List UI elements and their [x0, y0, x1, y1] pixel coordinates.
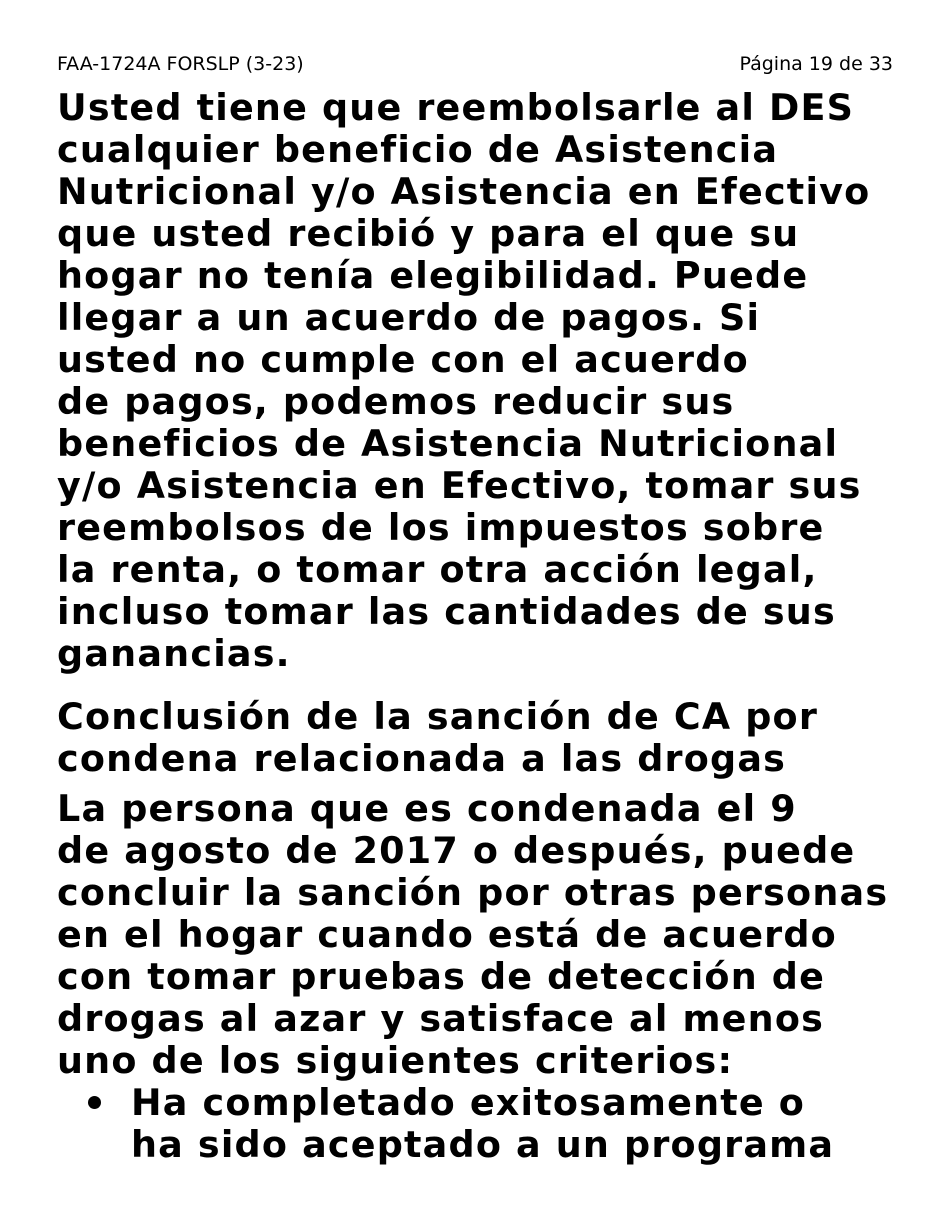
heading-line: Conclusión de la sanción de CA por — [57, 695, 819, 738]
paragraph-line: llegar a un acuerdo de pagos. Si — [57, 296, 761, 339]
paragraph-line: de pagos, podemos reducir sus — [57, 380, 735, 423]
paragraph-line: cualquier beneficio de Asistencia — [57, 128, 779, 171]
paragraph-line: ganancias. — [57, 632, 291, 675]
paragraph-line: concluir la sanción por otras personas — [57, 871, 889, 914]
heading-line: condena relacionada a las drogas — [57, 737, 787, 780]
list-item-line: ha sido aceptado a un programa — [131, 1123, 835, 1166]
paragraph-line: con tomar pruebas de detección de — [57, 955, 826, 998]
paragraph-line: uno de los siguientes criterios: — [57, 1039, 734, 1082]
paragraph-line: de agosto de 2017 o después, puede — [57, 829, 856, 872]
paragraph-line: drogas al azar y satisface al menos — [57, 997, 825, 1040]
paragraph-line: que usted recibió y para el que su — [57, 212, 800, 255]
form-id: FAA-1724A FORSLP (3-23) — [57, 53, 304, 75]
paragraph-line: y/o Asistencia en Efectivo, tomar sus — [57, 464, 862, 507]
paragraph-line: en el hogar cuando está de acuerdo — [57, 913, 837, 956]
list-item-line: Ha completado exitosamente o — [131, 1081, 806, 1124]
page-number: Página 19 de 33 — [739, 53, 893, 75]
criteria-list — [57, 1082, 834, 1166]
paragraph-line: hogar no tenía elegibilidad. Puede — [57, 254, 809, 297]
repayment-paragraph — [57, 87, 870, 675]
paragraph-line: Nutricional y/o Asistencia en Efectivo — [57, 170, 871, 213]
paragraph-line: Usted tiene que reembolsarle al DES — [57, 86, 855, 129]
paragraph-line: la renta, o tomar otra acción legal, — [57, 548, 818, 591]
bullet-icon — [88, 1096, 101, 1109]
paragraph-line: La persona que es condenada el 9 — [57, 787, 797, 830]
section-heading — [57, 696, 818, 780]
paragraph-line: usted no cumple con el acuerdo — [57, 338, 749, 381]
list-item — [57, 1082, 834, 1166]
paragraph-line: reembolsos de los impuestos sobre — [57, 506, 825, 549]
paragraph-line: beneficios de Asistencia Nutricional — [57, 422, 839, 465]
paragraph-line: incluso tomar las cantidades de sus — [57, 590, 836, 633]
sanction-paragraph — [57, 788, 888, 1082]
